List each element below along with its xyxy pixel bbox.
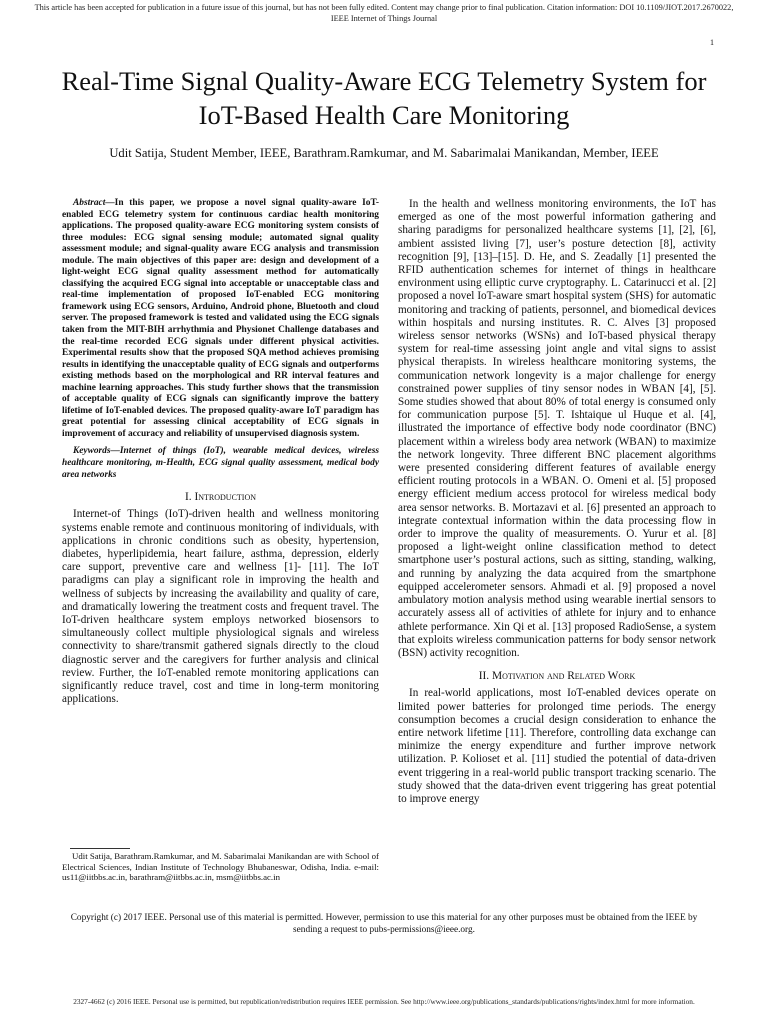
journal-notice: This article has been accepted for publication in a future issue of this journal, but has not been fully edited. Content may change prior to final publication. Citation information: DOI 10.1109/JIOT.2017.2670022, IEEE Internet of Things Journal: [34, 3, 734, 23]
right-column: [398, 198, 716, 806]
body-paragraph-1: In the health and wellness monitoring environments, the IoT has emerged as one of the most powerful information gathering and sharing paradigms for personalized healthcare systems [1], [2], [6], ambient assisted living [7], user’s posture detection [8], activity recognition [9], [13]–[15]. D. He, and S. Zeadally [1] presented the RFID authentication schemes for internet of things in healthcare environment using elliptic curve cryptography. L. Catarinucci et al. [2] proposed a novel IoT-aware smart hospital system (SHS) for automatic monitoring and tracking of patients, personnel, and biomedical devices within hospitals and nursing institutes. R. C. Alves [3] proposed wireless sensor networks (WSNs) and IoT-based physical therapy system for real-time assessing joint angle and vital signs to assist physical therapists. In wireless healthcare monitoring systems, the communication network longevity is a major challenge for energy constrained power supplies of tiny sensor nodes in WBAN [4], [5]. Some studies showed that about 80% of total energy is consumed only for communication purpose [5]. T. Ishtaique ul Huque et al. [4], illustrated the importance of effective body node coordinator (BNC) placement within a wireless body area network (WBAN) to maximize the network longevity. Three different BNC placement algorithms were presented considering different features of available energy efficient routing protocols in a WBAN. O. Omeni et al. [5] proposed energy efficient medium access protocol for wireless medical body area sensor networks. B. Mortazavi et al. [6] presented an approach to integrate contextual information within the data processing flow in order to improve the quality of measurements. O. Yurur et al. [8] proposed a light-weight online classification method to detect smartphone user’s postural actions, such as sitting, standing, walking, and running by analyzing the data acquired from the smartphone equipped accelerometer sensors. Ahmadi et al. [9] proposed a novel ambulatory motion analysis method using wearable inertial sensors to accurately assess all of activities of athlete for injury and to enhance athlete performance. Xin Qi et al. [13] proposed RadioSense, a system that exploits wireless communication patterns for body sensor network (BSN) activity recognition.: [398, 198, 716, 659]
keywords-text: —Internet of things (IoT), wearable medical devices, wireless healthcare monitoring, m-Health, ECG signal quality assessment, medical body area networks: [62, 446, 379, 480]
keywords: [62, 446, 379, 481]
author-list: Udit Satija, Student Member, IEEE, Barathram.Ramkumar, and M. Sabarimalai Manikandan, Member, IEEE: [109, 146, 659, 160]
abstract-text: —In this paper, we propose a novel signal quality-aware IoT-enabled ECG telemetry system for continuous cardiac health monitoring applications. The proposed quality-aware ECG monitoring system consists of three modules: ECG signal sensing module; automated signal quality assessment module; and signal-quality aware ECG analysis and transmission module. The main objectives of this paper are: design and development of a light-weight ECG signal quality assessment method for automatically classifying the acquired ECG signal into acceptable or unacceptable class and real-time implementation of proposed IoT-enabled ECG monitoring framework using ECG sensors, Arduino, Android phone, Bluetooth and cloud server. The proposed framework is tested and validated using the ECG signals taken from the MIT-BIH arrhythmia and Physionet Challenge databases and the real-time recorded ECG signals under different physical activities. Experimental results show that the proposed SQA method achieves promising results in identifying the unacceptable quality of ECG signals and outperforms existing methods based on the morphological and RR interval features and machine learning approaches. This study further shows that the transmission of acceptable quality of ECG signals can significantly improve the battery lifetime of IoT-enabled devices. The proposed quality-aware IoT paradigm has great potential for assessing clinical acceptability of ECG signals in improvement of accuracy and reliability of unsupervised diagnosis system.: [62, 198, 379, 439]
section-heading-introduction: I. Introduction: [184, 491, 257, 504]
abstract: [62, 198, 379, 440]
author-footnote: [62, 851, 379, 883]
page-number: 1: [710, 38, 714, 47]
copyright-notice: Copyright (c) 2017 IEEE. Personal use of this material is permitted. However, permission to use this material for any other purposes must be obtained from the IEEE by sending a request to pubs-permissions@ieee.org.: [70, 913, 698, 935]
body-paragraph-2: In real-world applications, most IoT-enabled devices operate on limited power batteries for prolonged time periods. The energy consumption becomes a crucial design consideration to enhance the entire network lifetime [11]. Therefore, controlling data exchange can minimize the energy expenditure and further improve network utilization. P. Kolioset et al. [11] studied the potential of data-driven event triggering in a real-world public transport tracking scenario. The study showed that the data-driven event triggering has great potential to improve energy: [398, 687, 716, 805]
introduction-paragraph: Internet-of Things (IoT)-driven health and wellness monitoring systems enable remote and continuous monitoring of individuals, with applications in chronic conditions such as obesity, hypertension, diabetes, hyperlipidemia, heart failure, asthma, depression, elderly care support, preventive care and wellness [1]- [11]. The IoT paradigms can play a significant role in improving the health and wellness of subjects by increasing the availability and quality of care, and dramatically lowering the treatment costs and frequent travel. The IoT-driven healthcare system employs networked biosensors to simultaneously collect multiple physiological signals and wireless connectivity to share/transmit gathered signals directly to the cloud diagnostic server and the caregivers for further analysis and clinical review. Further, the IoT-enabled remote monitoring applications can significantly reduce travel, cost and time in long-term monitoring applications.: [62, 508, 379, 706]
bottom-rights-notice: 2327-4662 (c) 2016 IEEE. Personal use is permitted, but republication/redistribution requires IEEE permission. See http://www.ieee.org/publications_standards/publications/rights/index.html for more information.: [73, 997, 695, 1006]
left-column: [62, 198, 379, 706]
footnote-rule: [70, 848, 130, 849]
paper-title: Real-Time Signal Quality-Aware ECG Telemetry System for IoT-Based Health Care Monitoring: [61, 66, 707, 130]
abstract-label: Abstract: [73, 198, 106, 208]
keywords-label: Keywords: [73, 446, 111, 457]
section-heading-motivation: II. Motivation and Related Work: [478, 670, 636, 683]
footnote-text: Udit Satija, Barathram.Ramkumar, and M. Sabarimalai Manikandan are with School of Electrical Sciences, Indian Institute of Technology Bhubaneswar, Odisha, India. e-mail: us11@iitbbs.ac.in, barathram@iitbbs.ac.in, msm@iitbbs.ac.in: [62, 851, 379, 882]
